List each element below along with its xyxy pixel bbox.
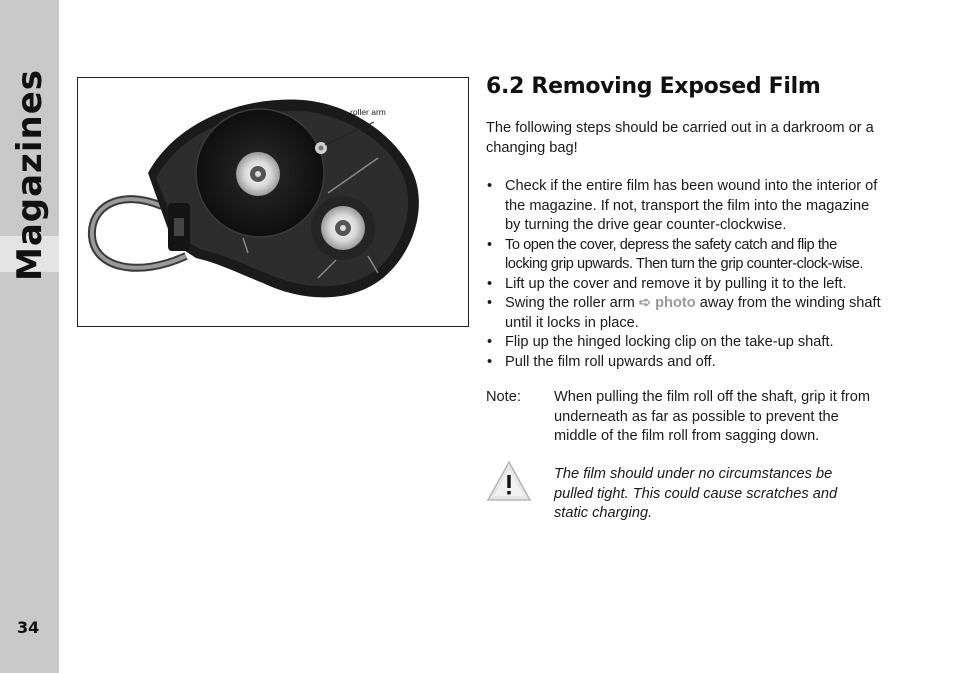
bullet: •	[487, 236, 492, 253]
supply-spool-center	[255, 171, 261, 177]
step-text: Pull the film roll upwards and off.	[505, 353, 716, 370]
magazine-illustration	[78, 78, 468, 326]
bullet: •	[487, 334, 493, 350]
bullet: •	[487, 295, 493, 311]
note-text: When pulling the film roll off the shaft, grip it from underneath as far as possible to prevent the middle of the film roll from sagging down.	[554, 389, 871, 444]
photo-reference-link[interactable]: photo	[655, 295, 696, 311]
bullet: •	[487, 275, 493, 292]
page-number: 34	[17, 618, 40, 637]
roller-arm-pivot	[319, 146, 324, 151]
list-item	[486, 333, 881, 353]
steps-list	[486, 177, 881, 372]
step-text: Lift up the cover and remove it by pulling it to the left.	[505, 275, 847, 292]
bullet: •	[487, 178, 493, 194]
step-text: away from the winding shaft until it locks in place.	[505, 295, 881, 331]
list-item	[486, 236, 881, 275]
warning-text: The film should under no circumstances be pulled tight. This could cause scratches and static charging.	[554, 466, 838, 521]
photo-reference-arrow-icon: ➪	[638, 295, 652, 311]
step-text: To open the cover, depress the safety catch and flip the locking grip upwards. Then turn the grip counter-clock-wise.	[505, 236, 864, 272]
step-text: Swing the roller arm	[505, 295, 635, 311]
drive-gear	[174, 218, 184, 236]
step-text: Flip up the hinged locking clip on the take-up shaft.	[505, 334, 834, 350]
intro-paragraph: The following steps should be carried out in a darkroom or a changing bag!	[486, 120, 874, 156]
list-item	[486, 275, 881, 295]
list-item	[486, 294, 881, 333]
section-label: Magazines	[10, 68, 50, 282]
note-label: Note:	[486, 389, 521, 405]
section-heading: 6.2 Removing Exposed Film	[486, 74, 821, 99]
take-up-spool-center	[340, 225, 346, 231]
sidebar	[0, 0, 59, 673]
step-text: Check if the entire film has been wound into the interior of the magazine. If not, transport the film into the magazine by turning the drive gear counter-clockwise.	[505, 178, 878, 233]
warning-icon	[486, 460, 532, 502]
bullet: •	[487, 353, 493, 370]
list-item	[486, 353, 881, 373]
roller-arm-callout: roller arm	[350, 107, 386, 117]
magazine-photo	[77, 77, 469, 327]
list-item	[486, 177, 881, 236]
